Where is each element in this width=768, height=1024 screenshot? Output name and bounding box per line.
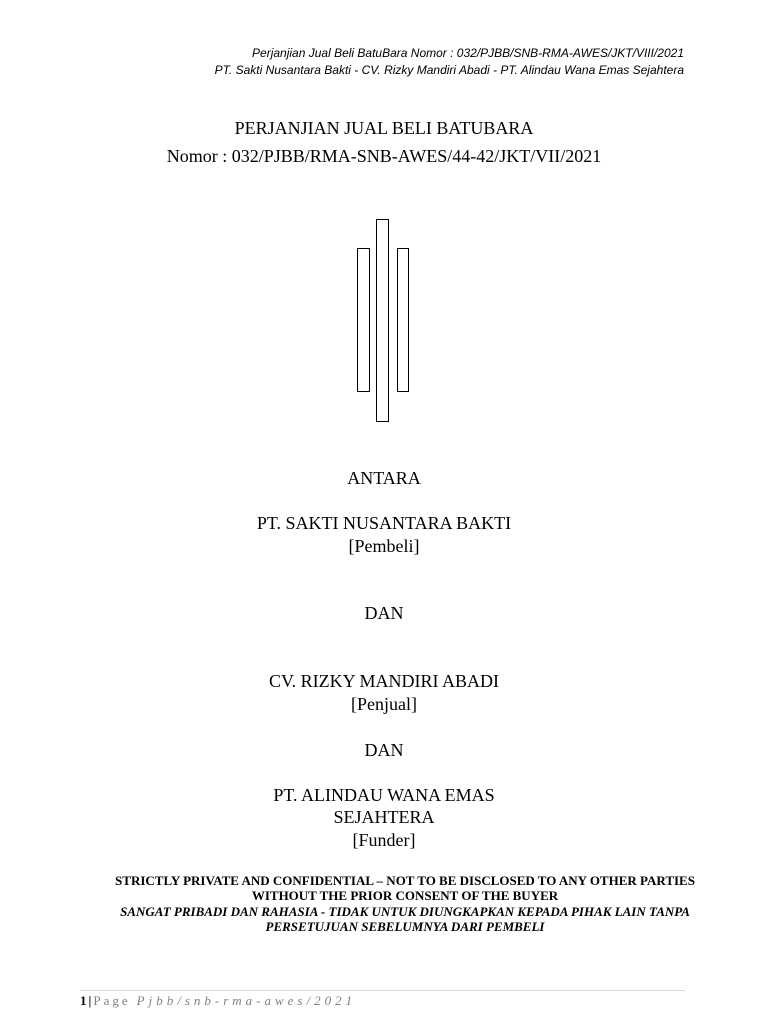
footer-separator: | bbox=[88, 993, 92, 1008]
header-parties: PT. Sakti Nusantara Bakti - CV. Rizky Mandiri Abadi - PT. Alindau Wana Emas Sejahtera bbox=[214, 63, 684, 77]
page-number: 1 bbox=[80, 993, 87, 1008]
antara-label: ANTARA bbox=[347, 468, 421, 488]
dan-label-2: DAN bbox=[364, 740, 404, 760]
buyer-role: [Pembeli] bbox=[348, 536, 420, 556]
seller-name: CV. RIZKY MANDIRI ABADI bbox=[268, 671, 499, 691]
page-label: Page bbox=[93, 993, 131, 1008]
funder-name-line-1: PT. ALINDAU WANA EMAS bbox=[273, 785, 495, 805]
decorative-bar-left bbox=[357, 248, 370, 392]
header-agreement-number: Perjanjian Jual Beli BatuBara Nomor : 032/PJBB/SNB-RMA-AWES/JKT/VIII/2021 bbox=[252, 46, 684, 60]
notice-english-line-2: WITHOUT THE PRIOR CONSENT OF THE BUYER bbox=[251, 888, 559, 903]
dan-label-1: DAN bbox=[364, 603, 404, 623]
notice-indonesian-line-2: PERSETUJUAN SEBELUMNYA DARI PEMBELI bbox=[265, 919, 545, 934]
document-title: PERJANJIAN JUAL BELI BATUBARA bbox=[234, 118, 534, 138]
decorative-bar-center bbox=[376, 219, 389, 422]
page-footer bbox=[80, 993, 356, 1009]
footer-document-code: Pjbb/snb-rma-awes/2021 bbox=[136, 993, 357, 1008]
buyer-name: PT. SAKTI NUSANTARA BAKTI bbox=[256, 513, 512, 533]
decorative-bar-right bbox=[397, 248, 409, 392]
notice-english-line-1: STRICTLY PRIVATE AND CONFIDENTIAL – NOT TO BE DISCLOSED TO ANY OTHER PARTIES bbox=[115, 873, 695, 888]
footer-divider bbox=[80, 990, 685, 991]
document-number: Nomor : 032/PJBB/RMA-SNB-AWES/44-42/JKT/VII/2021 bbox=[166, 146, 602, 166]
notice-indonesian-line-1: SANGAT PRIBADI DAN RAHASIA - TIDAK UNTUK DIUNGKAPKAN KEPADA PIHAK LAIN TANPA bbox=[120, 904, 690, 919]
funder-name-line-2: SEJAHTERA bbox=[333, 807, 435, 827]
funder-role: [Funder] bbox=[352, 830, 416, 850]
seller-role: [Penjual] bbox=[351, 694, 417, 714]
